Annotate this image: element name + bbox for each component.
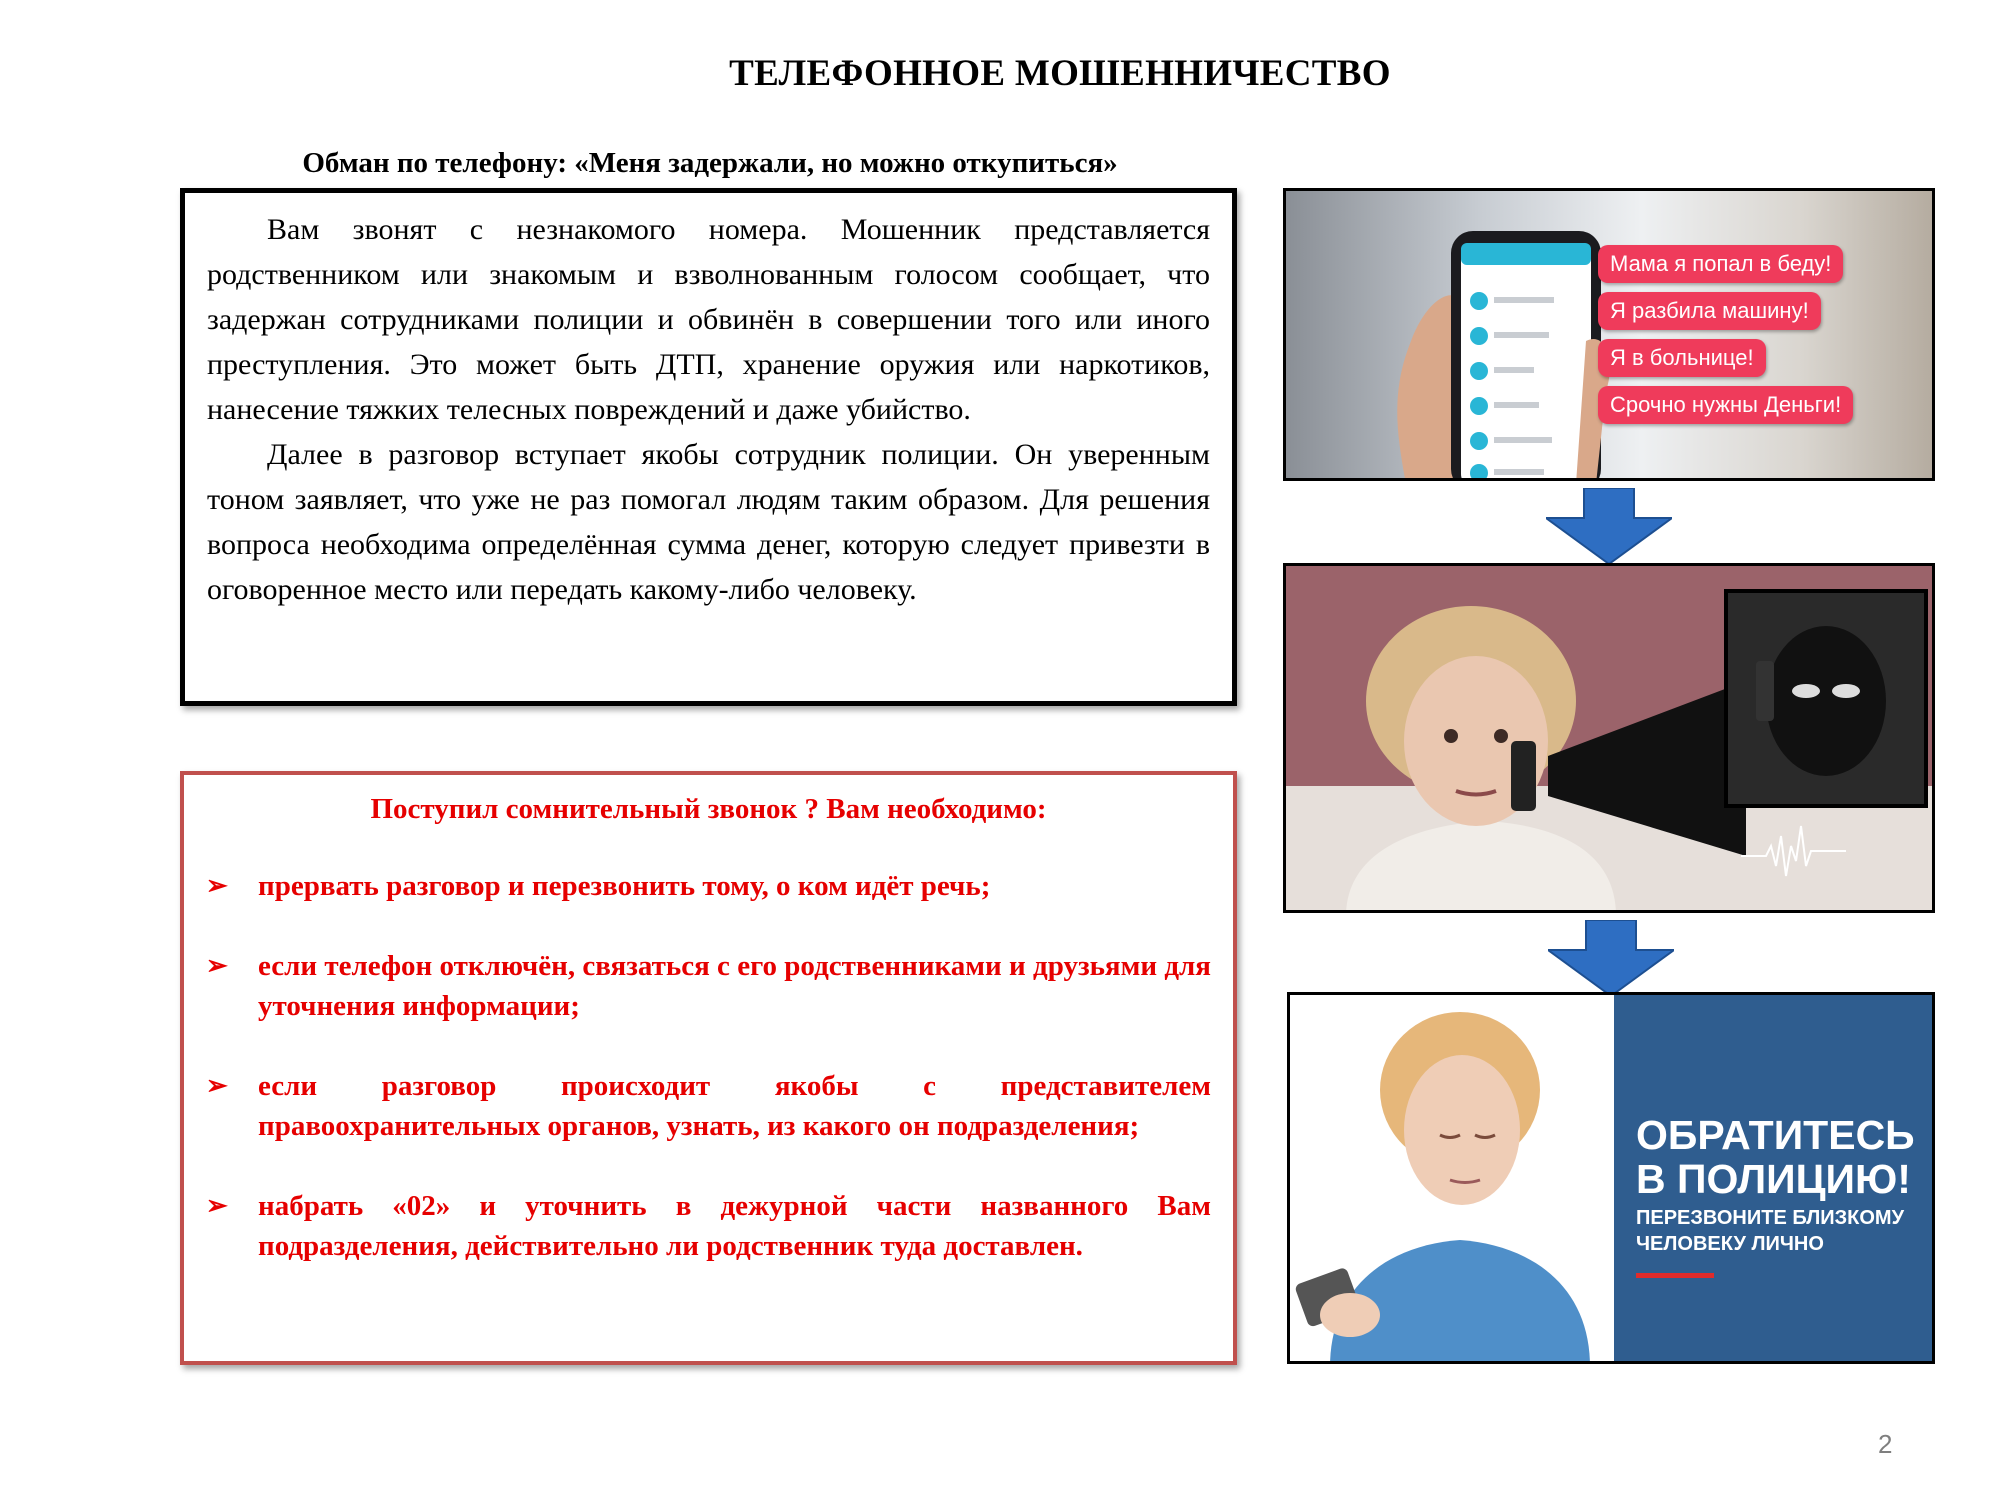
scam-message-bubble: Мама я попал в беду! [1598, 245, 1843, 283]
advice-heading: Поступил сомнительный звонок ? Вам необходимо: [370, 793, 1047, 825]
section-subtitle: Обман по телефону: «Меня задержали, но можно откупиться» [302, 147, 1118, 179]
down-arrow-icon [1546, 488, 1672, 564]
contact-police-image [1287, 992, 1935, 1364]
police-subtext-line-1: ПЕРЕЗВОНИТЕ БЛИЗКОМУ [1636, 1207, 1905, 1229]
advice-item-4 [206, 1186, 1211, 1266]
arrow-bullet-icon: ➢ [206, 1071, 228, 1100]
advice-box [180, 771, 1237, 1365]
story-box [180, 188, 1237, 706]
police-subtext [1636, 1205, 1904, 1257]
scam-message-bubble: Я в больнице! [1598, 339, 1766, 377]
advice-item-text: прервать разговор и перезвонить тому, о ком идёт речь; [258, 870, 991, 902]
advice-item-text: набрать «02» и уточнить в дежурной части названного Вам подразделения, действительно ли родственник туда доставлен. [258, 1190, 1211, 1262]
police-headline [1636, 1113, 1915, 1201]
scam-messages-image [1283, 188, 1935, 481]
phone-call-scam-image [1283, 563, 1935, 913]
advice-item-1 [206, 866, 1211, 906]
hand-phone-illustration [1286, 191, 1935, 481]
page-number: 2 [1878, 1429, 1893, 1459]
arrow-bullet-icon: ➢ [206, 1191, 228, 1220]
story-paragraph-1: Вам звонят с незнакомого номера. Мошенник представляется родственником или знакомым и взволнованным голосом сообщает, что задержан сотрудниками полиции и обвинён в совершении того или иного преступления. Это может быть ДТП, хранение оружия или наркотиков, нанесение тяжких телесных повреждений и даже убийство. [207, 213, 1210, 426]
scam-message-bubble: Я разбила машину! [1598, 292, 1821, 330]
advice-item-text: если разговор происходит якобы с представителем правоохранительных органов, узнать, из какого он подразделения; [258, 1070, 1211, 1142]
page-title: ТЕЛЕФОННОЕ МОШЕННИЧЕСТВО [729, 53, 1391, 94]
down-arrow-icon [1548, 920, 1674, 996]
woman-with-phone-illustration [1290, 995, 1620, 1364]
story-paragraph-2: Далее в разговор вступает якобы сотрудник полиции. Он уверенным тоном заявляет, что уже не раз помогал людям таким образом. Для решения вопроса необходима определённая сумма денег, которую следует привезти в оговоренное место или передать какому-либо человеку. [207, 438, 1210, 606]
police-headline-line-2: В ПОЛИЦИЮ! [1636, 1156, 1911, 1202]
arrow-bullet-icon: ➢ [206, 871, 228, 900]
scam-message-bubble: Срочно нужны Деньги! [1598, 386, 1853, 424]
advice-item-text: если телефон отключён, связаться с его родственниками и друзьями для уточнения информации; [258, 950, 1211, 1022]
police-subtext-line-2: ЧЕЛОВЕКУ ЛИЧНО [1636, 1233, 1824, 1255]
woman-and-scammer-illustration [1286, 566, 1935, 913]
advice-item-2 [206, 946, 1211, 1026]
arrow-bullet-icon: ➢ [206, 951, 228, 980]
police-headline-line-1: ОБРАТИТЕСЬ [1636, 1112, 1915, 1158]
advice-item-3 [206, 1066, 1211, 1146]
red-divider [1636, 1273, 1714, 1278]
